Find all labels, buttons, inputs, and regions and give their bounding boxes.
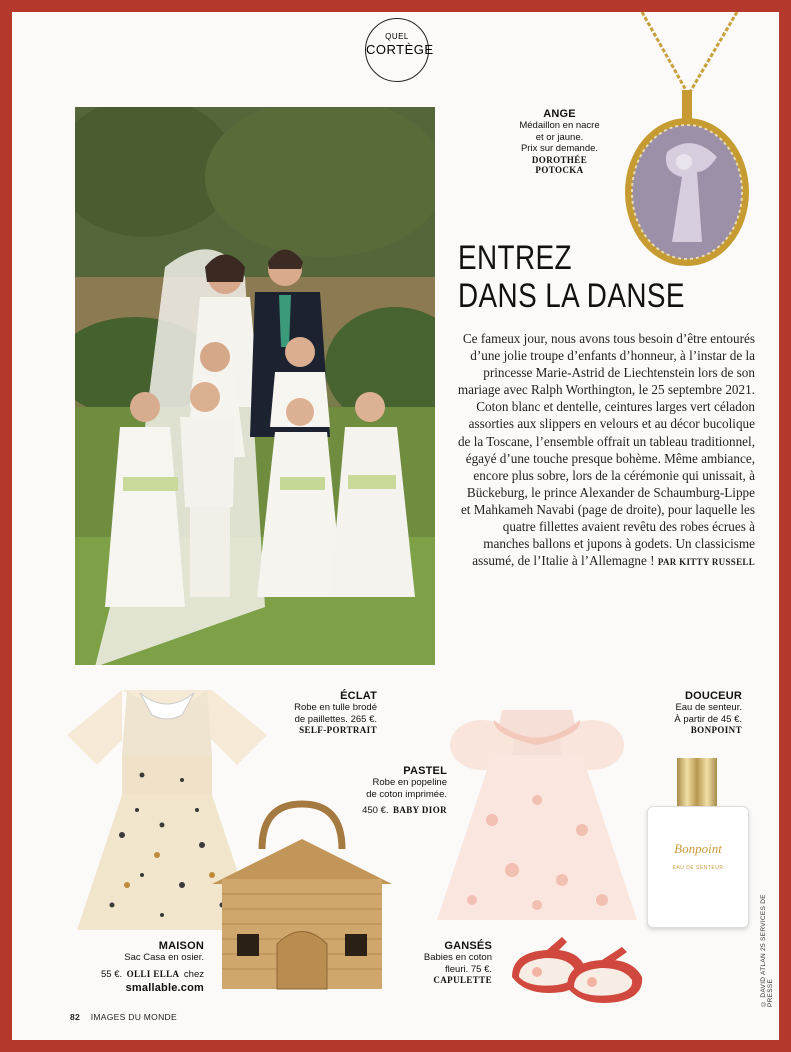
wedding-photo (75, 107, 435, 665)
caption-ganses (402, 940, 492, 985)
caption-eclat (277, 690, 377, 735)
caption-ange (512, 108, 607, 175)
caption-ange-line2: et or jaune. (535, 131, 584, 143)
caption-maison-line2: 55 €. (101, 968, 123, 980)
caption-ganses-name: GANSÉS (444, 940, 492, 952)
caption-maison (84, 940, 204, 994)
caption-ange-line3: Prix sur demande. (520, 143, 599, 154)
wicker-bag-image (207, 794, 397, 994)
caption-ganses-brand: CAPULETTE (433, 975, 492, 985)
caption-maison-name: MAISON (158, 940, 204, 952)
caption-maison-site: smallable.com (125, 981, 204, 994)
caption-eclat-line2: de paillettes. 265 €. (294, 713, 377, 725)
caption-ganses-line2: fleuri. 75 €. (445, 963, 492, 975)
caption-pastel-name: PASTEL (403, 765, 447, 777)
caption-eclat-name: ÉCLAT (340, 690, 377, 702)
section-logo (365, 18, 434, 82)
wedding-photo-illustration (75, 107, 435, 665)
logo-line2: CORTÈGE (366, 42, 434, 57)
caption-douceur-name: DOUCEUR (684, 690, 742, 702)
baby-shoes-image (507, 922, 657, 1007)
caption-maison-line1: Sac Casa en osier. (124, 952, 204, 963)
caption-douceur-line2: À partir de 45 €. (674, 713, 742, 725)
magazine-page (12, 12, 779, 1040)
caption-ganses-line1: Babies en coton (423, 952, 492, 963)
perfume-sublabel: EAU DE SENTEUR (672, 865, 724, 871)
caption-maison-brand: OLLI ELLA (126, 968, 180, 979)
perfume-cap (677, 758, 717, 808)
caption-douceur (652, 690, 742, 735)
caption-pastel-line1: Robe en popeline (372, 777, 447, 788)
pink-dress-image (432, 700, 642, 930)
medallion-pendant (612, 12, 762, 272)
article-body-text: Ce fameux jour, nous avons tous besoin d’être entourés d’une jolie troupe d’enfants d’honneur, à l’instar de la princesse Marie-Astrid de Liechtenstein lors de son mariage avec Ralph Worthington, le 25 septembre 2021. Coton blanc et dentelle, ceintures larges vert céladon assorties aux slippers en velours et au décor bucolique de la Toscane, l’ensemble offrait un tableau traditionnel, égayé d’une touche presque bohème. Même ambiance, encore plus sobre, lors de la cérémonie qui unissait, à Bückeburg, le prince Alexander de Schaumburg-Lippe et Mahkameh Navabi (page de droite), pour laquelle les quatre fillettes avaient revêtu des robes écrues à manches ballons et jupons à godets. Un classicisme assumé, de l’Italie à l’Allemagne ! (457, 331, 755, 569)
logo-line1: QUEL (385, 32, 409, 41)
caption-eclat-brand: SELF-PORTRAIT (299, 725, 377, 735)
caption-maison-chez: chez (183, 968, 204, 980)
article-body (455, 330, 755, 571)
perfume-bottle-image (647, 758, 747, 928)
publication-name: IMAGES DU MONDE (90, 1012, 177, 1022)
photo-credit: © DAVID ATLAN 25 SERVICES DE PRESSE (760, 894, 774, 1007)
caption-eclat-line1: Robe en tulle brodé (294, 702, 377, 713)
perfume-body (647, 806, 749, 928)
caption-pastel-line2: de coton imprimée. (366, 788, 447, 800)
caption-ange-line1: Médaillon en nacre (519, 120, 600, 131)
caption-ange-name: ANGE (543, 108, 576, 120)
perfume-label: Bonpoint (674, 841, 722, 856)
article-byline: PAR KITTY RUSSELL (657, 557, 755, 568)
page-number: 82 (70, 1012, 81, 1022)
caption-pastel-brand: BABY DIOR (392, 805, 447, 815)
caption-douceur-line1: Eau de senteur. (675, 702, 742, 713)
caption-pastel-line3: 450 €. (362, 805, 389, 816)
caption-ange-brand1: DOROTHÉE (531, 154, 588, 165)
article-title-line1: ENTREZ (458, 239, 572, 277)
caption-ange-brand2: POTOCKA (535, 164, 584, 175)
caption-douceur-brand: BONPOINT (690, 725, 742, 735)
page-footer (70, 1012, 177, 1022)
article-title-line2: DANS LA DANSE (458, 277, 685, 315)
